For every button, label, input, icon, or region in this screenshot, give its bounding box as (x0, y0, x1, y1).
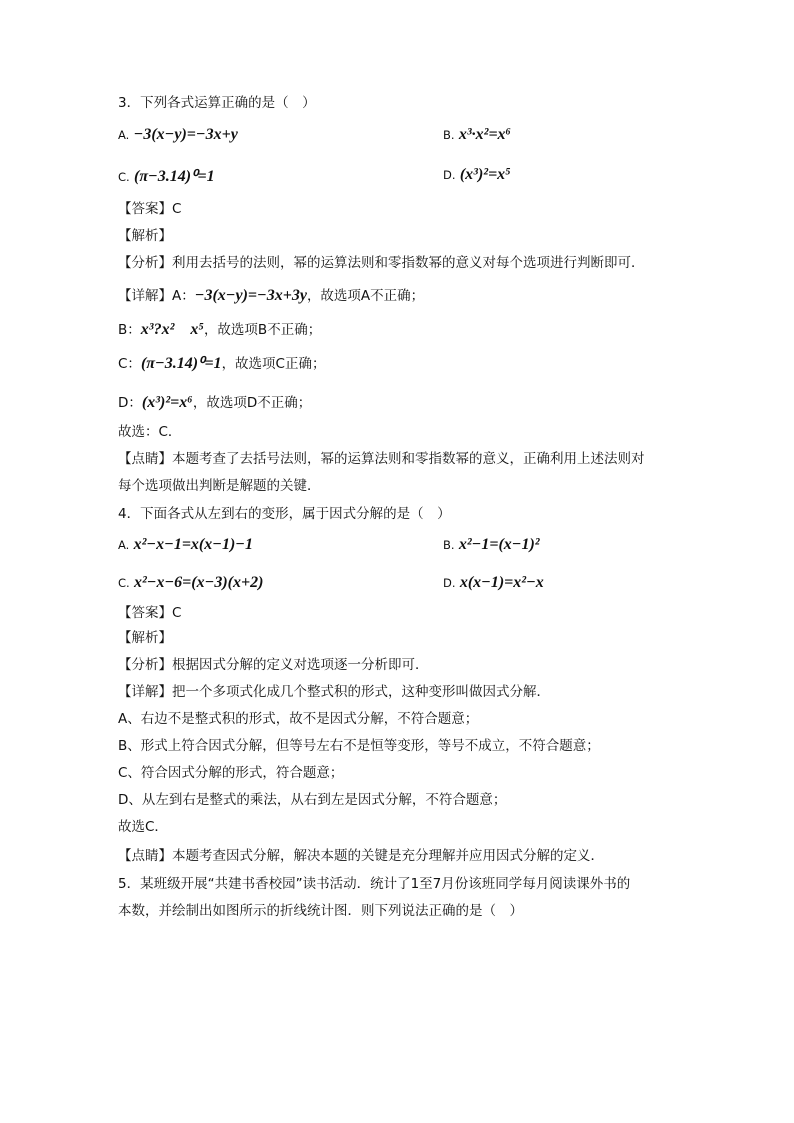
q4-conclusion: 故选C． (118, 819, 168, 835)
q4-title: 4．下面各式从左到右的变形，属于因式分解的是（ ） (118, 506, 451, 522)
q3-analysis-head: 【解析】 (118, 228, 172, 244)
q3-conclusion: 故选：C． (118, 424, 182, 440)
q3-dianjing-1: 【点睛】本题考查了去括号法则，幂的运算法则和零指数幂的意义，正确利用上述法则对 (118, 451, 645, 467)
q4-answer: 【答案】C (118, 605, 182, 621)
q4-option-d: D. x(x−1)=x²−x (443, 574, 544, 591)
q3-detail-d: D：(x³)²=x⁶，故选项D不正确； (118, 394, 312, 411)
q3-title: 3．下列各式运算正确的是（ ） (118, 95, 316, 111)
q3-detail-a: 【详解】A：−3(x−y)=−3x+3y，故选项A不正确； (118, 287, 425, 304)
q3-option-b: B. x³·x²=x⁶ (443, 126, 512, 143)
q5-line-2: 本数，并绘制出如图所示的折线统计图．则下列说法正确的是（ ） (118, 903, 523, 919)
q3-detail-c: C：(π−3.14)⁰=1，故选项C正确； (118, 355, 326, 372)
q4-detail-b: B、形式上符合因式分解，但等号左右不是恒等变形，等号不成立，不符合题意； (118, 738, 600, 754)
q4-option-c: C. x²−x−6=(x−3)(x+2) (118, 574, 264, 591)
q5-line-1: 5．某班级开展“共建书香校园”读书活动．统计了1至7月份该班同学每月阅读课外书的 (118, 876, 631, 892)
q3-fenxi: 【分析】利用去括号的法则，幂的运算法则和零指数幂的意义对每个选项进行判断即可． (118, 255, 645, 271)
q3-detail-b: B：x³?x² x⁵，故选项B不正确； (118, 321, 322, 338)
q4-detail-c: C、符合因式分解的形式，符合题意； (118, 765, 344, 781)
q4-analysis-head: 【解析】 (118, 630, 172, 646)
q4-fenxi: 【分析】根据因式分解的定义对选项逐一分析即可． (118, 657, 429, 673)
q3-option-c: C. (π−3.14)⁰=1 (118, 168, 215, 185)
q3-answer: 【答案】C (118, 201, 182, 217)
q4-detail-a: A、右边不是整式积的形式，故不是因式分解，不符合题意； (118, 711, 479, 727)
q3-option-d: D. (x³)²=x⁵ (443, 166, 511, 183)
q4-detail: 【详解】把一个多项式化成几个整式积的形式，这种变形叫做因式分解． (118, 684, 550, 700)
q4-option-b: B. x²−1=(x−1)² (443, 536, 540, 553)
q3-dianjing-2: 每个选项做出判断是解题的关键． (118, 478, 321, 494)
q4-detail-d: D、从左到右是整式的乘法，从右到左是因式分解，不符合题意； (118, 792, 507, 808)
q4-dianjing: 【点睛】本题考查因式分解，解决本题的关键是充分理解并应用因式分解的定义． (118, 848, 604, 864)
q4-option-a: A. x²−x−1=x(x−1)−1 (118, 536, 253, 553)
q3-option-a: A. −3(x−y)=−3x+y (118, 126, 238, 143)
